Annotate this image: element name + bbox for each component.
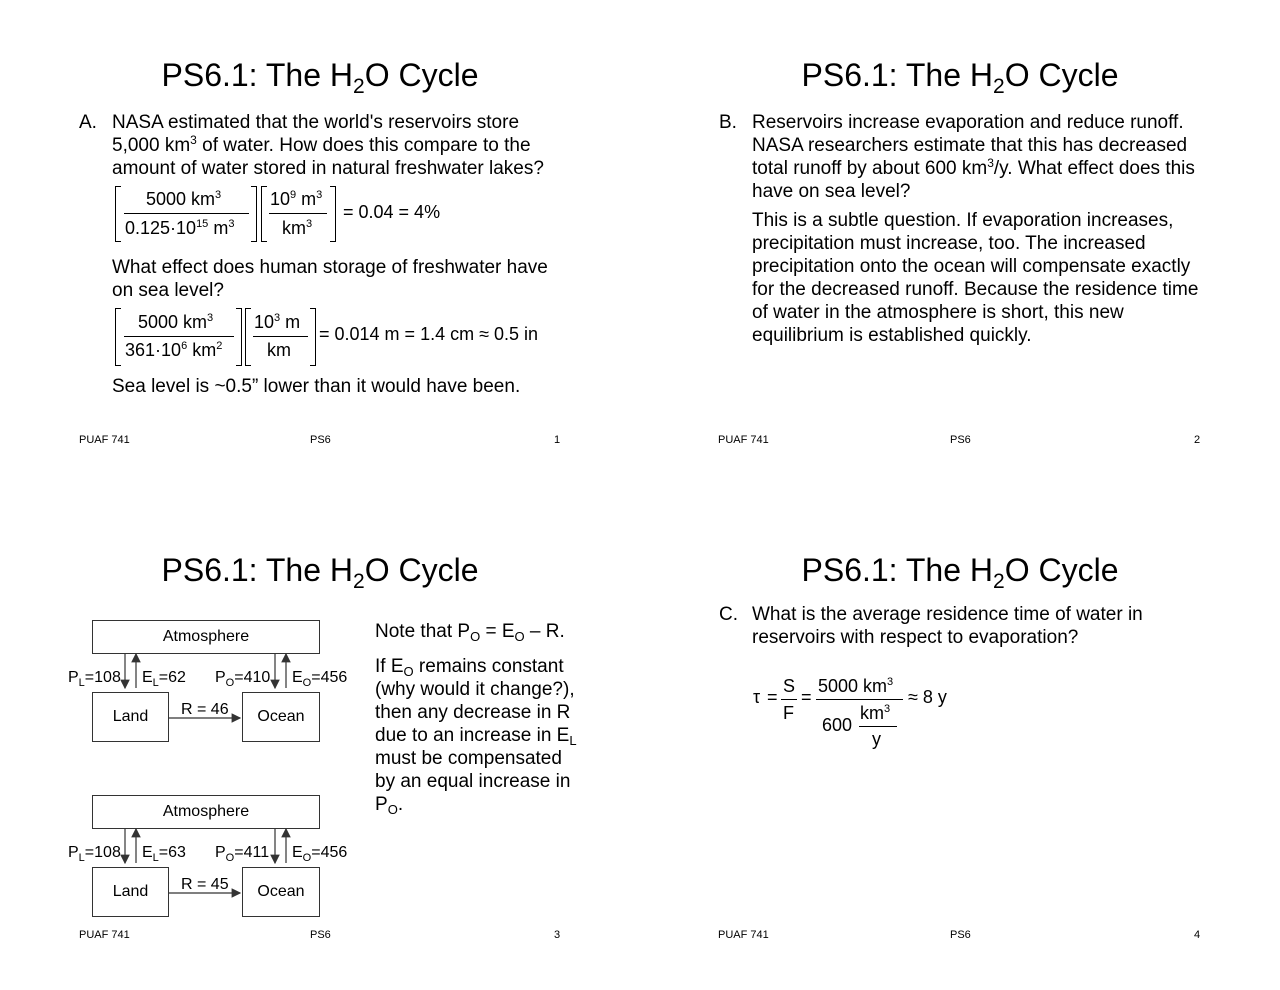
- answer-text: This is a subtle question. If evaporation increases, precipitation must increase, too. The increased precipitation onto the ocean will compensate exactly for the decreased runoff. Because the residence time of water in the atmosphere is short, this new equilibrium is established quickly.: [752, 210, 1199, 346]
- note-text: Note that $P_O = E_O - R$.: [375, 621, 565, 644]
- footer-left: PUAF 741: [79, 434, 130, 446]
- question-letter: C.: [719, 604, 738, 625]
- question-text: Reservoirs increase evaporation and reduce runoff. NASA researchers estimate that this has decreased total runoff by about 600 $km^3/y$. What effect does this have on sea level?: [752, 112, 1195, 202]
- question-letter: B.: [719, 112, 737, 133]
- slide-title: PS6.1: The $H_2O$ Cycle: [801, 57, 1119, 98]
- slide-3: [0, 495, 640, 989]
- footer-center: PS6: [950, 929, 971, 941]
- footer-left: PUAF 741: [79, 929, 130, 941]
- footer-left: PUAF 741: [718, 929, 769, 941]
- footer-center: PS6: [310, 929, 331, 941]
- ocean-box: Ocean: [242, 867, 320, 917]
- footer-left: PUAF 741: [718, 434, 769, 446]
- question-text: NASA estimated that the world's reservoirs store 5,000 $km^3$ of water. How does this compare to the amount of water stored in natural freshwater lakes?: [112, 112, 544, 179]
- evap-ocean-label: $E_O=456$: [292, 844, 348, 864]
- slide-4: PS6.1: The $H_2O$ Cycle C. What is the average residence time of water in reservoirs with respect to evaporation? τ = S F = 5000 $km^3$ 600 $km^3$ y ≈ 8 y PUAF 741 PS6 4: [640, 495, 1280, 989]
- footer-page-number: 4: [1194, 929, 1201, 941]
- explanation-text: If $E_O$ remains constant (why would it change?), then any decrease in R due to an increase in $E_L$ must be compensated by an equal increase in $P_O$.: [375, 656, 577, 817]
- slide-title: PS6.1: The $H_2O$ Cycle: [161, 57, 479, 98]
- evap-land-label: $E_L=62$: [142, 669, 186, 689]
- ocean-box: Ocean: [242, 692, 320, 742]
- precip-land-label: $P_L=108$: [68, 844, 121, 864]
- precip-ocean-label: $P_O=411$: [215, 844, 270, 864]
- evap-ocean-label: $E_O=456$: [292, 669, 348, 689]
- land-box: Land: [92, 867, 169, 917]
- slide-2: [640, 0, 1280, 494]
- slide-1: PS6.1: The $H_2O$ Cycle A. NASA estimated that the world's reservoirs store 5,000 $km^3$ of water. How does this compare to the amount of water stored in natural freshwater lakes? 5000 $km^3$ $0.125\cdot 10^{15}$ $m^3$ $10^9$ $m^3$ $km^3$ = 0.04 = 4% What effect does human storage of freshwater have on sea level? 5000 $km^3$ $361\cdot 10^6$ $km^2$ $10^3$ m km = 0.014 m = 1.4 cm ≈ 0.5 in Sea level is ~0.5” lower than it would have been. PUAF 741 PS6 1: [0, 0, 640, 494]
- slide-title: PS6.1: The $H_2O$ Cycle: [161, 552, 479, 593]
- evap-land-label: $E_L=63$: [142, 844, 186, 864]
- question-sea-level: What effect does human storage of freshwater have on sea level?: [112, 257, 548, 301]
- question-text: What is the average residence time of water in reservoirs with respect to evaporation?: [752, 604, 1143, 648]
- atmosphere-box: Atmosphere: [92, 620, 320, 654]
- runoff-label: R = 45: [181, 876, 229, 893]
- precip-ocean-label: $P_O=410$: [215, 669, 271, 689]
- atmosphere-box: Atmosphere: [92, 795, 320, 829]
- footer-page-number: 1: [554, 434, 561, 446]
- land-box: Land: [92, 692, 169, 742]
- conclusion-text: Sea level is ~0.5” lower than it would have been.: [112, 376, 521, 397]
- question-letter: A.: [79, 112, 97, 133]
- footer-center: PS6: [950, 434, 971, 446]
- footer-center: PS6: [310, 434, 331, 446]
- precip-land-label: $P_L=108$: [68, 669, 121, 689]
- slide-title: PS6.1: The $H_2O$ Cycle: [801, 552, 1119, 593]
- runoff-label: R = 46: [181, 701, 229, 718]
- footer-page-number: 2: [1194, 434, 1201, 446]
- footer-page-number: 3: [554, 929, 561, 941]
